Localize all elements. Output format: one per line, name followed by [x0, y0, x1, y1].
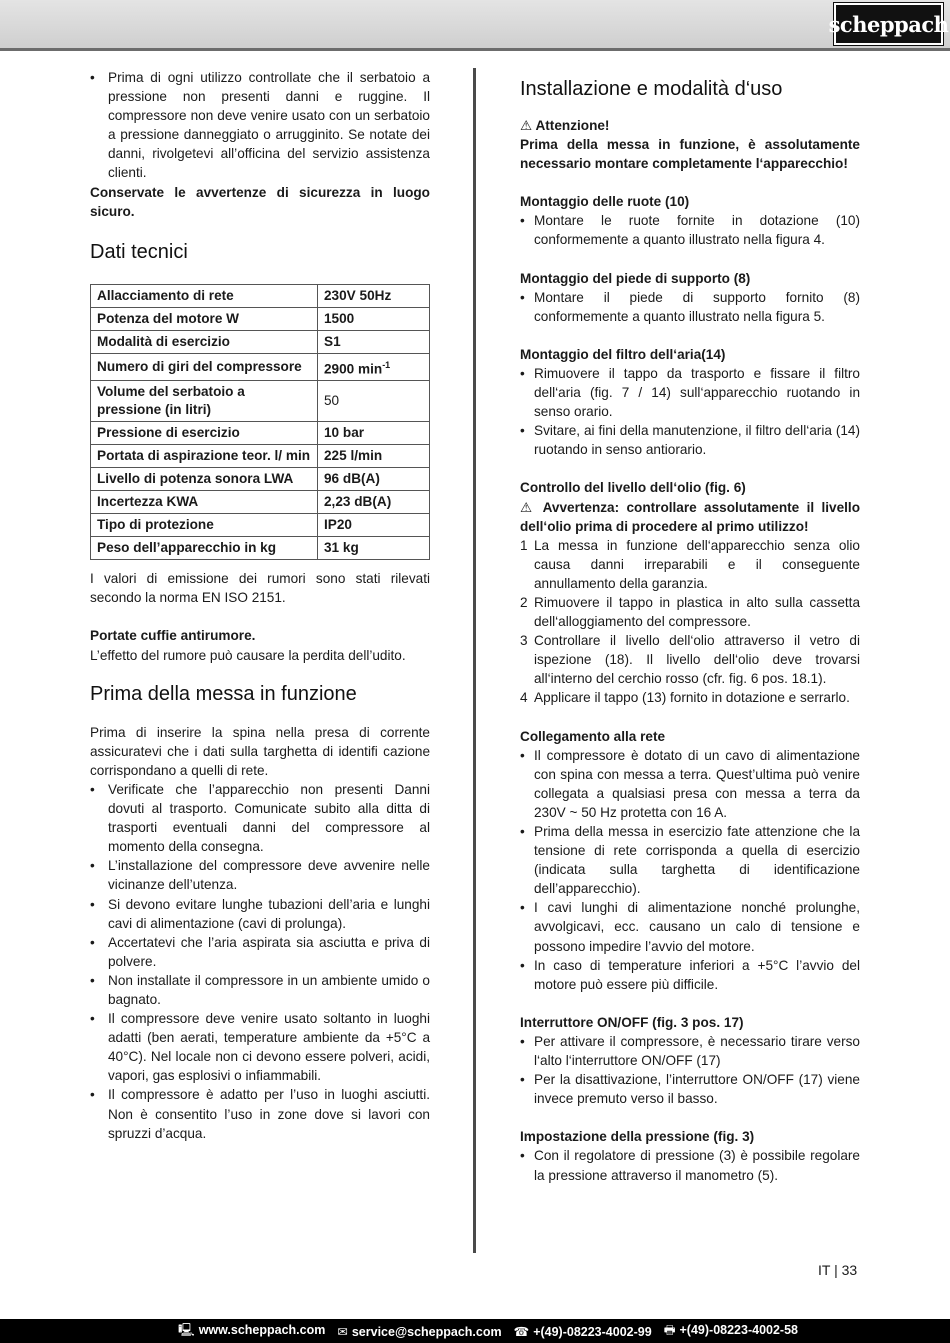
list-item: • In caso di temperature inferiori a +5°C l’avvio del motore può essere più difficile.	[520, 957, 860, 992]
spec-value: IP20	[318, 514, 430, 537]
spec-value: 2900 $\min^{-1}$	[318, 353, 430, 381]
list-item: • Prima di ogni utilizzo controllate che il serbatoio a pressione non presenti danni e ruggine. Il compressore non deve venire usato con un serbatoio a pressione danneggiato o arrugginito. Se notate dei danni, rivolgetevi all’officina del servizio assistenza clienti.	[90, 70, 430, 181]
step-number: 4	[520, 690, 528, 706]
oil-title: Controllo del livello dell‘olio (fig. 6)	[520, 480, 746, 496]
spec-value: 1500	[318, 307, 430, 330]
tech-data-heading: Dati tecnici	[90, 240, 188, 263]
step-number: 1	[520, 537, 528, 553]
bullet-icon: •	[520, 1033, 525, 1049]
bullet-icon: •	[90, 1011, 95, 1027]
spec-label: Volume del serbatoio a pressione (in litri)	[91, 381, 318, 422]
footer-fax: 🖶 +(49)-08223-4002-58	[663, 1322, 798, 1337]
foot-list	[520, 288, 860, 326]
footer-phone: ☎ +(49)-08223-4002-99	[513, 1324, 652, 1339]
list-item: • Accertatevi che l’aria aspirata sia asciutta e priva di polvere.	[90, 934, 430, 969]
install-heading: Installazione e modalità d‘uso	[520, 78, 783, 100]
bullet-icon: •	[520, 824, 525, 839]
right-column	[520, 68, 860, 1185]
spec-value: S1	[318, 330, 430, 353]
table-row	[91, 445, 430, 468]
pressure-title: Impostazione della pressione (fig. 3)	[520, 1129, 755, 1145]
pressure-list	[520, 1146, 860, 1184]
keep-instructions-note: Conservate le avvertenze di sicurezza in luogo sicuro.	[90, 184, 430, 219]
mains-title: Collegamento alla rete	[520, 728, 666, 744]
table-row	[91, 537, 430, 560]
bullet-icon: •	[90, 1087, 95, 1103]
wheels-title: Montaggio delle ruote (10)	[520, 194, 690, 210]
table-row	[91, 514, 430, 537]
list-item: 3 Controllare il livello dell‘olio attraverso il vetro di ispezione (18). Il livello dell‘olio deve trovarsi all‘interno del cerchio rosso (cfr. fig. 6 pos. 18.1).	[520, 633, 860, 687]
table-row	[91, 307, 430, 330]
list-item: 2 Rimuovere il tappo in plastica in alto sulla cassetta dell‘alloggiamento del compressore.	[520, 594, 860, 630]
list-item: • Non installate il compressore in un ambiente umido o bagnato.	[90, 972, 430, 1007]
computer-icon: 🖳	[178, 1322, 195, 1337]
list-item: • Verificate che l’apparecchio non presenti Danni dovuti al trasporto. Comunicate subito alla ditta di trasporti eventuali danni del compressore al momento della consegna.	[90, 781, 430, 855]
table-row	[91, 353, 430, 381]
step-number: 2	[520, 594, 528, 610]
prep-bullet-list	[90, 780, 430, 1143]
list-item: • Rimuovere il tappo da trasporto e fissare il filtro dell‘aria (fig. 7 / 14) sull‘apparecchio ruotando in senso orario.	[520, 365, 860, 420]
switch-title: Interruttore ON/OFF (fig. 3 pos. 17)	[520, 1014, 744, 1030]
spec-label: Pressione di esercizio	[91, 422, 318, 445]
spec-label: Allacciamento di rete	[91, 284, 318, 307]
list-item: • Il compressore deve venire usato soltanto in luoghi adatti (ben aerati, temperature ambiente da +5°C a 40°C). Nel locale non ci devono essere polveri, acidi, vapori, gas esplosivi o infiammabili.	[90, 1011, 430, 1084]
table-row	[91, 330, 430, 353]
top-bar	[0, 0, 950, 48]
oil-steps-list	[520, 536, 860, 708]
list-item: • Si devono evitare lunghe tubazioni dell’aria e lunghi cavi di alimentazione (cavi di prolunga).	[90, 896, 430, 931]
spec-value: 225 l/min	[318, 445, 430, 468]
bullet-icon: •	[520, 747, 525, 763]
bullet-icon: •	[520, 900, 525, 916]
page-number: IT | 33	[818, 1262, 858, 1278]
list-item: • L’installazione del compressore deve avvenire nelle vicinanze dell’utenza.	[90, 858, 430, 893]
list-item: • Per attivare il compressore, è necessario tirare verso l‘alto l‘interruttore ON/OFF (17)	[520, 1033, 860, 1069]
spec-label: Numero di giri del compressore	[91, 353, 318, 381]
bullet-icon: •	[520, 957, 525, 973]
list-item: • Svitare, ai fini della manutenzione, il filtro dell‘aria (14) ruotando in senso antiorario.	[520, 423, 860, 458]
bullet-icon: •	[520, 213, 525, 229]
intro-bullet-list	[90, 68, 430, 183]
brand-logo: scheppach	[834, 3, 943, 45]
table-row	[91, 381, 430, 422]
spec-value: 96 dB(A)	[318, 468, 430, 491]
list-item: • Montare le ruote fornite in dotazione (10) conformemente a quanto illustrato nella figura 4.	[520, 213, 860, 248]
step-number: 3	[520, 633, 528, 649]
table-row	[91, 422, 430, 445]
foot-title: Montaggio del piede di supporto (8)	[520, 270, 751, 286]
bullet-icon: •	[90, 896, 95, 912]
bullet-icon: •	[90, 972, 95, 988]
spec-label: Livello di potenza sonora LWA	[91, 468, 318, 491]
spec-value: 31 kg	[318, 537, 430, 560]
spec-label: Portata di aspirazione teor. l/ min	[91, 445, 318, 468]
prep-intro: Prima di inserire la spina nella presa di corrente assicuratevi che i dati sulla targhetta di identifi cazione corrispondano a quelli di rete.	[90, 724, 430, 778]
list-item: • Il compressore è dotato di un cavo di alimentazione con spina con messa a terra. Quest’ultima può venire collegata a qualsiasi presa con messa a terra da 230V ~ 50 Hz protetta con 16 A.	[520, 747, 860, 820]
spec-label: Peso dell’apparecchio in kg	[91, 537, 318, 560]
list-item: • Con il regolatore di pressione (3) è possibile regolare la pressione attraverso il manometro (5).	[520, 1148, 860, 1183]
spec-label: Modalità di esercizio	[91, 330, 318, 353]
bullet-icon: •	[520, 1148, 525, 1164]
bullet-icon: •	[520, 423, 525, 439]
left-column	[90, 68, 430, 1143]
filter-list	[520, 364, 860, 459]
spec-value: 2,23 dB(A)	[318, 491, 430, 514]
list-item: 1 La messa in funzione dell‘apparecchio senza olio causa danni irreparabili e il conseguente annullamento della garanzia.	[520, 537, 860, 591]
fax-icon: 🖶	[663, 1322, 676, 1337]
list-item: • Prima della messa in esercizio fate attenzione che la tensione di rete corrisponda a quella di esercizio (indicata sulla targhetta di identificazione dell’apparecchio).	[520, 824, 860, 897]
envelope-icon: ✉	[337, 1324, 348, 1339]
bullet-icon: •	[90, 858, 95, 874]
list-item: • Montare il piede di supporto fornito (8) conformemente a quanto illustrato nella figura 5.	[520, 289, 860, 324]
warning-text: Prima della messa in funzione, è assolutamente necessario montare completamente l‘apparecchio!	[520, 137, 860, 172]
wheels-list	[520, 211, 860, 249]
footer-web[interactable]: 🖳 www.scheppach.com	[178, 1322, 326, 1337]
warning-title: ⚠ Attenzione!	[520, 118, 610, 133]
spec-label: Tipo di protezione	[91, 514, 318, 537]
footer-email[interactable]: ✉ service@scheppach.com	[337, 1324, 502, 1339]
list-item: 4 Applicare il tappo (13) fornito in dotazione e serrarlo.	[520, 688, 860, 707]
bullet-icon: •	[90, 934, 95, 950]
filter-title: Montaggio del filtro dell‘aria(14)	[520, 346, 726, 362]
mains-list	[520, 746, 860, 994]
list-item: • Per la disattivazione, l’interruttore ON/OFF (17) viene invece premuto verso il basso.	[520, 1072, 860, 1107]
prep-heading: Prima della messa in funzione	[90, 682, 357, 705]
phone-icon: ☎	[513, 1324, 530, 1339]
bullet-icon: •	[90, 70, 95, 85]
ear-protection-text: L’effetto del rumore può causare la perdita dell’udito.	[90, 647, 406, 663]
spec-value: 230V 50Hz	[318, 284, 430, 307]
emission-note: I valori di emissione dei rumori sono stati rilevati secondo la norma EN ISO 2151.	[90, 571, 430, 606]
switch-list	[520, 1032, 860, 1108]
unit-exponent: -1	[382, 359, 391, 370]
bullet-icon: •	[520, 1072, 525, 1088]
oil-warning: ⚠ Avvertenza: controllare assolutamente il livello dell‘olio prima di procedere al primo utilizzo!	[520, 499, 860, 534]
table-row	[91, 491, 430, 514]
bullet-icon: •	[520, 289, 525, 305]
spec-value: 50	[318, 381, 430, 422]
spec-value: 10 bar	[318, 422, 430, 445]
spec-table	[90, 284, 430, 561]
spec-label: Incertezza KWA	[91, 491, 318, 514]
list-item: • I cavi lunghi di alimentazione nonché prolunghe, avvolgicavi, ecc. causano un calo di tensione e possono impedire l’avvio del motore.	[520, 900, 860, 954]
footer-bar	[0, 1319, 950, 1343]
column-divider	[473, 68, 476, 1253]
table-row	[91, 468, 430, 491]
bullet-icon: •	[520, 365, 525, 381]
list-item: • Il compressore è adatto per l’uso in luoghi asciutti. Non è consentito l’uso in zone dove si lavori con spruzzi d’acqua.	[90, 1087, 430, 1141]
ear-protection-title: Portate cuffie antirumore.	[90, 628, 256, 644]
bullet-icon: •	[90, 781, 95, 797]
spec-label: Potenza del motore W	[91, 307, 318, 330]
table-row	[91, 284, 430, 307]
top-bar-line	[0, 48, 950, 51]
